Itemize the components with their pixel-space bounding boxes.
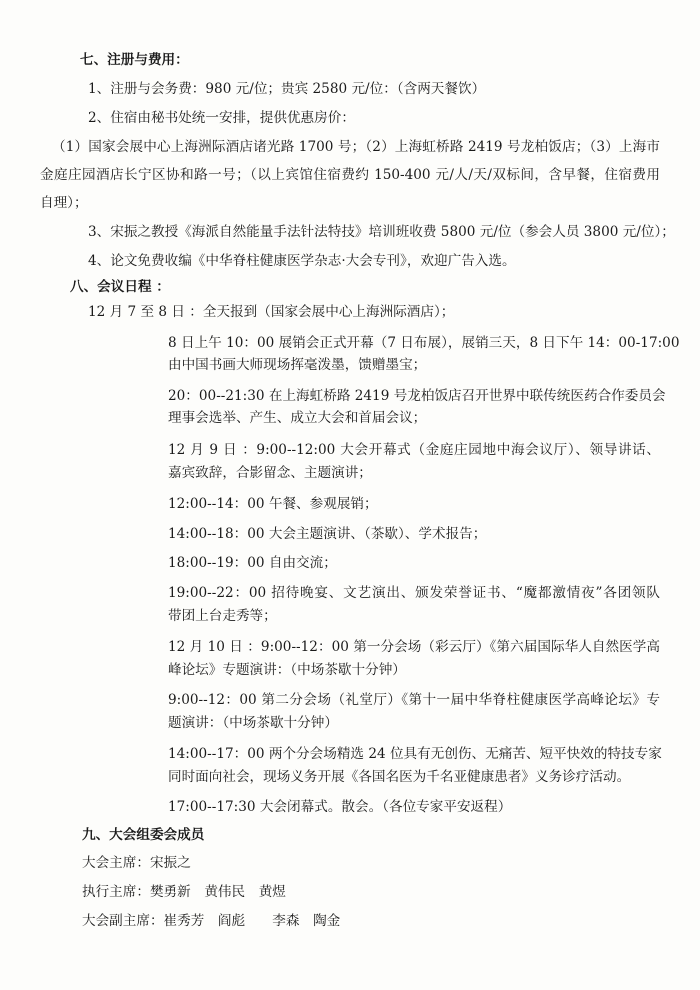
schedule-entry-council-line1: 20：00--21:30 在上海虹桥路 2419 号龙柏饭店召开世界中联传统医药合作委员会 [168,388,666,404]
schedule-entry-clinic-line2: 同时面向社会，现场义务开展《各国名医为千名亚健康患者》义务诊疗活动。 [168,769,631,785]
schedule-entry-opening-line2: 嘉宾致辞，合影留念、主题演讲； [168,465,372,481]
schedule-entry-venue1-line1: 12 月 10 日 ：9:00--12：00 第一分会场（彩云厅）《第六届国际华人自然医学高 [168,639,660,655]
committee-vice-chairs: 大会副主席：崔秀芳 阎彪 李森 陶金 [82,913,341,929]
schedule-entry-free-exchange: 18:00--19：00 自由交流； [168,555,337,571]
schedule-entry-keynote: 14:00--18：00 大会主题演讲、（茶歇）、学术报告； [168,526,487,542]
schedule-entry-opening-line1: 12 月 9 日 ：9:00--12:00 大会开幕式（金庭庄园地中海会议厅）、领导讲话、 [168,442,660,458]
schedule-entry-banquet-line2: 带团上台走秀等； [168,608,277,624]
schedule-entry-lunch: 12:00--14：00 午餐、参观展销； [168,496,378,512]
section-heading-registration: 七、注册与费用： [80,52,189,68]
schedule-entry-venue1-line2: 峰论坛》专题演讲：（中场茶歇十分钟） [168,662,406,678]
schedule-entry-clinic-line1: 14:00--17：00 两个分会场精选 24 位具有无创伤、无痛苦、短平快效的特技专家 [168,746,662,762]
schedule-entry-expo-line2: 由中国书画大师现场挥毫泼墨，馈赠墨宝； [168,357,427,373]
hotels-line-3: 自理）； [40,195,88,211]
schedule-date-dec7-8: 12 月 7 至 8 日 ：全天报到（国家会展中心上海洲际酒店）； [88,304,455,320]
hotels-line-1: （1）国家会展中心上海洲际酒店诸光路 1700 号；（2）上海虹桥路 2419 号龙柏饭店；（3）上海市 [52,139,660,155]
paper-collection-item: 4、论文免费收编《中华脊柱健康医学杂志·大会专刊》，欢迎广告入选。 [88,253,516,269]
registration-fee-item: 1、注册与会务费：980 元/位；贵宾 2580 元/位：（含两天餐饮） [88,81,486,97]
training-fee-item: 3、宋振之教授《海派自然能量手法针法特技》培训班收费 5800 元/位（参会人员 3800 元/位）； [88,224,675,240]
accommodation-item: 2、住宿由秘书处统一安排，提供优惠房价： [88,110,355,126]
schedule-entry-venue2-line1: 9:00--12：00 第二分会场（礼堂厅）《第十一届中华脊柱健康医学高峰论坛》专 [168,692,660,708]
hotels-line-2: 金庭庄园酒店长宁区协和路一号；（以上宾馆住宿费约 150-400 元/人/天/双标间，含早餐，住宿费用 [40,167,660,183]
schedule-entry-closing: 17:00--17:30 大会闭幕式。散会。（各位专家平安返程） [168,799,512,815]
schedule-entry-expo-line1: 8 日上午 10：00 展销会正式开幕（7 日布展），展销三天，8 日下午 14：00-17:00 [168,335,680,351]
committee-executive-chairs: 执行主席：樊勇新 黄伟民 黄煜 [82,884,286,900]
committee-chair: 大会主席：宋振之 [82,855,191,871]
schedule-entry-venue2-line2: 题演讲：（中场茶歇十分钟） [168,715,338,731]
section-heading-committee: 九、大会组委会成员 [82,827,205,843]
schedule-entry-council-line2: 理事会选举、产生、成立大会和首届会议； [168,410,427,426]
schedule-entry-banquet-line1: 19:00--22：00 招待晚宴、文艺演出、颁发荣誉证书、“魔都激情夜”各团领队 [168,585,660,601]
section-heading-schedule: 八、会议日程 ： [70,279,170,295]
